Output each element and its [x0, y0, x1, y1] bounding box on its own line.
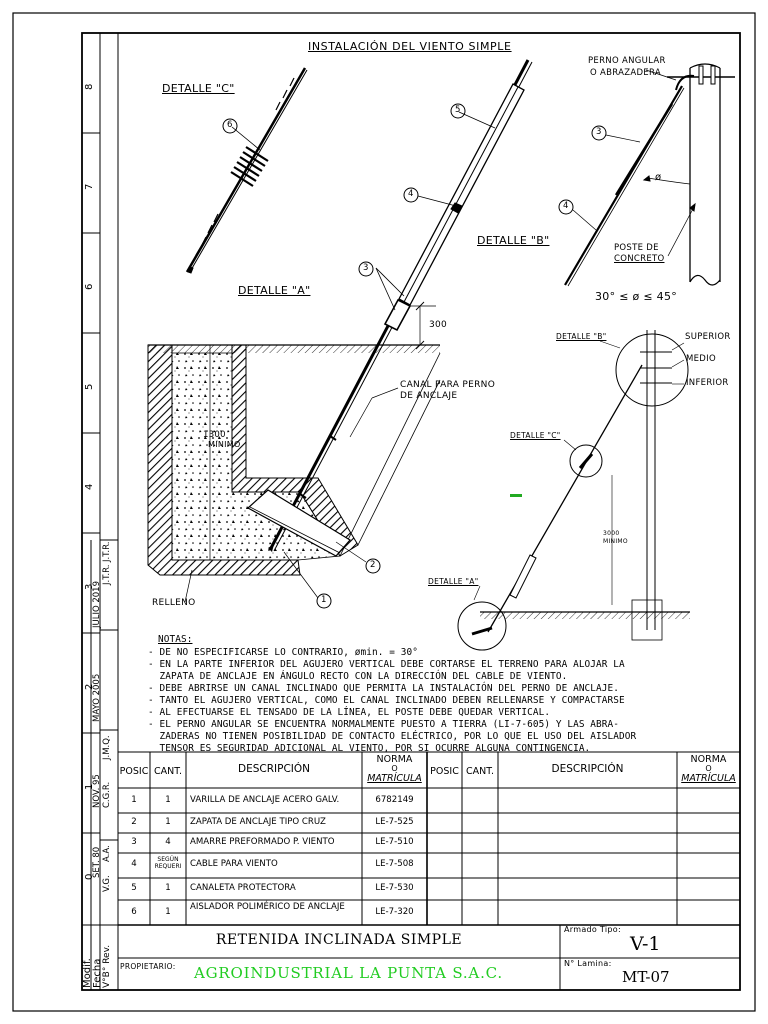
rev-label-fecha: Fecha — [92, 958, 103, 988]
header-posic: POSIC — [119, 766, 149, 777]
excavation — [148, 345, 440, 608]
callout-3-main: 3 — [363, 263, 369, 273]
rev-fecha-2: MAYO 2005 — [92, 673, 102, 722]
lamina-value: MT-07 — [622, 968, 670, 986]
header-posic-2: POSIC — [430, 766, 459, 777]
poste-label-1: POSTE DE — [614, 243, 659, 253]
note-line-9: TENSOR ES SEGURIDAD ADICIONAL AL VIENTO, POR SI OCURRE ALGUNA CONTINGENCIA. — [148, 743, 591, 754]
rev-label-vb: V°B° Rev. — [102, 944, 112, 988]
row2-desc: ZAPATA DE ANCLAJE TIPO CRUZ — [190, 817, 326, 827]
header-norma-3: MATRÍCULA — [367, 773, 422, 784]
callout-2: 2 — [370, 560, 376, 570]
row5-posic: 5 — [131, 883, 137, 893]
row3-posic: 3 — [131, 837, 137, 847]
note-line-7: - EL PERNO ANGULAR SE ENCUENTRA NORMALMENTE PUESTO A TIERRA (LI-7-605) Y LAS ABRA- — [148, 719, 620, 730]
small-detail-c-label: DETALLE "C" — [510, 431, 561, 440]
rev-fecha-1: JULIO 2019 — [92, 581, 102, 628]
note-line-3: ZAPATA DE ANCLAJE EN ÁNGULO RECTO CON LA DIRECCIÓN DEL CABLE DE VIENTO. — [148, 671, 568, 682]
rev-fecha-4: SET. 80 — [92, 846, 102, 878]
row3-cant: 4 — [165, 837, 171, 847]
rev-vb-4b: A.A. — [102, 845, 112, 862]
canal-label-1: CANAL PARA PERNO — [400, 380, 496, 390]
row1-desc: VARILLA DE ANCLAJE ACERO GALV. — [190, 795, 340, 805]
rev-vb-4: V.G. — [102, 875, 112, 892]
main-title: RETENIDA INCLINADA SIMPLE — [215, 932, 463, 948]
note-line-8: ZADERAS NO TIENEN POSIBILIDAD DE CONTACTO ELÉCTRICO, POR LO QUE EL USO DEL AISLADOR — [148, 731, 637, 742]
min-1300-label-2: MINIMO — [208, 440, 241, 449]
small-detail-b-label: DETALLE "B" — [556, 332, 607, 341]
row1-posic: 1 — [131, 795, 137, 805]
callout-5: 5 — [455, 105, 461, 115]
row5-desc: CANALETA PROTECTORA — [190, 883, 296, 893]
note-line-1: - DE NO ESPECIFICARSE LO CONTRARIO, ømin. = 30° — [148, 647, 418, 658]
drawing-title: INSTALACIÓN DEL VIENTO SIMPLE — [308, 40, 512, 53]
notes-heading: NOTAS: — [158, 634, 193, 645]
grid-number-8: 8 — [84, 83, 95, 90]
canal-label-2: DE ANCLAJE — [400, 391, 458, 401]
rev-label-modif: Modif. — [82, 958, 93, 988]
callout-6: 6 — [227, 120, 233, 130]
row1-norma: 6782149 — [375, 795, 414, 805]
header-desc: DESCRIPCIÓN — [238, 763, 310, 775]
armado-label: Armado Tipo: — [564, 925, 621, 934]
grid-number-7: 7 — [84, 183, 95, 190]
grid-number-4: 4 — [84, 483, 95, 490]
min-1300-label-1: 1300 — [203, 430, 226, 440]
rev-fecha-3: NOV. 95 — [92, 774, 102, 808]
dim-300-label: 300 — [429, 320, 448, 330]
row3-norma: LE-7-510 — [375, 837, 414, 847]
grid-number-2: 2 — [84, 683, 95, 690]
grid-number-1: 1 — [84, 783, 95, 790]
grid-number-3: 3 — [84, 583, 95, 590]
inferior-label: INFERIOR — [686, 378, 729, 388]
header-norma-2-1: NORMA — [690, 754, 727, 765]
row4-norma: LE-7-508 — [375, 859, 414, 869]
row6-desc: AISLADOR POLIMÉRICO DE ANCLAJE — [190, 902, 345, 912]
detail-c-drawing — [187, 68, 307, 273]
header-cant: CANT. — [154, 766, 182, 777]
owner-name: AGROINDUSTRIAL LA PUNTA S.A.C. — [194, 964, 503, 982]
detail-a-label: DETALLE "A" — [238, 284, 311, 297]
rev-vb-3b: J.M.Q. — [102, 735, 112, 760]
small-detail-a-label: DETALLE "A" — [428, 577, 479, 586]
note-line-2: - EN LA PARTE INFERIOR DEL AGUJERO VERTICAL DEBE CORTARSE EL TERRENO PARA ALOJAR LA — [148, 659, 625, 670]
row2-cant: 1 — [165, 817, 171, 827]
row2-posic: 2 — [131, 817, 137, 827]
row4-desc: CABLE PARA VIENTO — [190, 859, 278, 869]
row6-norma: LE-7-320 — [375, 907, 414, 917]
grid-number-6: 6 — [84, 283, 95, 290]
header-norma-2-3: MATRÍCULA — [681, 773, 736, 784]
min-3000-label-2: MINIMO — [603, 538, 628, 545]
row2-norma: LE-7-525 — [375, 817, 414, 827]
header-norma-1: NORMA — [376, 754, 413, 765]
note-line-6: - AL EFECTUARSE EL TENSADO DE LA LÍNEA, EL POSTE DEBE QUEDAR VERTICAL. — [148, 707, 551, 718]
row4-posic: 4 — [131, 859, 137, 869]
perno-angular-label-1: PERNO ANGULAR — [588, 56, 666, 66]
row3-desc: AMARRE PREFORMADO P. VIENTO — [190, 837, 335, 847]
callout-4-main: 4 — [408, 189, 414, 199]
rev-vb-3: C.G.R. — [102, 781, 112, 808]
rev-vb-1: J.T.R. — [102, 564, 112, 585]
detail-b-label: DETALLE "B" — [477, 234, 550, 247]
row4-cant: SEGÚN REQUERI — [154, 856, 182, 870]
callout-1: 1 — [321, 595, 327, 605]
row5-norma: LE-7-530 — [375, 883, 414, 893]
medio-label: MEDIO — [686, 354, 716, 364]
callout-4-detail-b: 4 — [563, 201, 569, 211]
note-line-4: - DEBE ABRIRSE UN CANAL INCLINADO QUE PERMITA LA INSTALACIÓN DEL PERNO DE ANCLAJE. — [148, 683, 620, 694]
superior-label: SUPERIOR — [685, 332, 731, 342]
note-line-5: - TANTO EL AGUJERO VERTICAL, COMO EL CANAL INCLINADO DEBEN RELLENARSE Y COMPACTARSE — [148, 695, 625, 706]
header-norma-2-2: O — [705, 764, 712, 773]
relleno-label: RELLENO — [152, 598, 196, 608]
propietario-label: PROPIETARIO: — [120, 962, 176, 971]
perno-angular-label-2: O ABRAZADERA — [590, 68, 661, 78]
row5-cant: 1 — [165, 883, 171, 893]
row6-posic: 6 — [131, 907, 137, 917]
main-cable — [270, 60, 532, 551]
row6-cant: 1 — [165, 907, 171, 917]
phi-label: ø — [655, 172, 662, 183]
callout-3-detail-b: 3 — [596, 127, 602, 137]
rev-vb-1b: J.T.R. — [102, 541, 112, 562]
armado-value: V-1 — [630, 933, 661, 955]
header-cant-2: CANT. — [466, 766, 494, 777]
row1-cant: 1 — [165, 795, 171, 805]
grid-number-0: 0 — [84, 873, 95, 880]
header-desc-2: DESCRIPCIÓN — [551, 763, 624, 775]
min-3000-label-1: 3000 — [603, 530, 620, 537]
assembly-view — [458, 330, 690, 650]
header-norma-2: O — [391, 764, 398, 773]
lamina-label: N° Lamina: — [564, 959, 612, 968]
grid-number-5: 5 — [84, 383, 95, 390]
angle-range-label: 30° ≤ ø ≤ 45° — [595, 290, 678, 303]
detail-c-label: DETALLE "C" — [162, 82, 235, 95]
poste-label-2: CONCRETO — [614, 254, 665, 264]
